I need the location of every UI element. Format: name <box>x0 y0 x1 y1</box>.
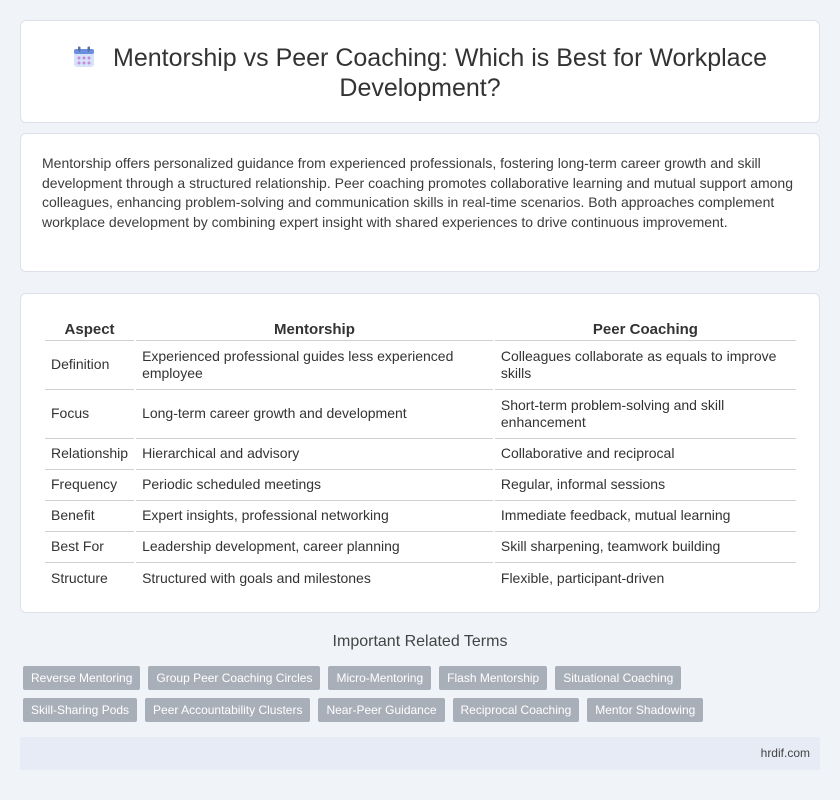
peer-coaching-cell: Flexible, participant-driven <box>500 569 665 586</box>
aspect-cell: Structure <box>51 569 108 586</box>
aspect-cell: Definition <box>45 341 134 390</box>
peer-coaching-cell: Colleagues collaborate as equals to improve skills <box>495 341 796 390</box>
related-term-tag[interactable]: Reverse Mentoring <box>23 666 140 690</box>
related-terms-list <box>23 666 803 722</box>
peer-coaching-cell: Regular, informal sessions <box>495 470 796 501</box>
comparison-table-card <box>20 293 820 613</box>
mentorship-cell: Hierarchical and advisory <box>136 439 493 470</box>
page-title-text: Mentorship vs Peer Coaching: Which is Best for Workplace Development? <box>113 44 767 102</box>
table-row <box>45 341 796 390</box>
related-term-tag[interactable]: Peer Accountability Clusters <box>145 698 310 722</box>
aspect-cell: Best For <box>45 532 134 563</box>
calendar-icon <box>73 46 95 68</box>
page-title <box>61 43 779 103</box>
table-row <box>45 501 796 532</box>
aspect-cell: Focus <box>45 390 134 439</box>
table-row <box>45 563 796 594</box>
title-card <box>20 20 820 123</box>
related-term-tag[interactable]: Skill-Sharing Pods <box>23 698 137 722</box>
related-term-tag[interactable]: Micro-Mentoring <box>328 666 431 690</box>
aspect-cell: Benefit <box>45 501 134 532</box>
related-term-tag[interactable]: Mentor Shadowing <box>587 698 703 722</box>
related-terms-heading: Important Related Terms <box>332 633 508 650</box>
comparison-table <box>43 315 798 594</box>
summary-card <box>20 133 820 272</box>
summary-text: Mentorship offers personalized guidance from experienced professionals, fostering long-term career growth and skill development through a structured relationship. Peer coaching promotes collaborative learning and mutual support among colleagues, enhancing problem-solving and communication skills in real-time scenarios. Both approaches complement workplace development by combining expert insight with shared experiences to drive continuous improvement. <box>42 155 794 231</box>
mentorship-cell: Experienced professional guides less experienced employee <box>136 341 493 390</box>
mentorship-cell: Leadership development, career planning <box>136 532 493 563</box>
column-header-aspect: Aspect <box>45 315 134 341</box>
related-term-tag[interactable]: Flash Mentorship <box>439 666 547 690</box>
related-term-tag[interactable]: Near-Peer Guidance <box>318 698 444 722</box>
peer-coaching-cell: Immediate feedback, mutual learning <box>495 501 796 532</box>
table-row <box>45 532 796 563</box>
aspect-cell: Frequency <box>45 470 134 501</box>
table-row <box>45 439 796 470</box>
related-term-tag[interactable]: Reciprocal Coaching <box>453 698 580 722</box>
peer-coaching-cell: Collaborative and reciprocal <box>495 439 796 470</box>
mentorship-cell: Structured with goals and milestones <box>142 569 371 586</box>
mentorship-cell: Periodic scheduled meetings <box>136 470 493 501</box>
mentorship-cell: Long-term career growth and development <box>136 390 493 439</box>
table-row <box>45 470 796 501</box>
peer-coaching-cell: Short-term problem-solving and skill enhancement <box>495 390 796 439</box>
related-term-tag[interactable]: Situational Coaching <box>555 666 681 690</box>
mentorship-cell: Expert insights, professional networking <box>136 501 493 532</box>
footer <box>20 737 820 770</box>
peer-coaching-cell: Skill sharpening, teamwork building <box>495 532 796 563</box>
related-term-tag[interactable]: Group Peer Coaching Circles <box>148 666 320 690</box>
table-row <box>45 390 796 439</box>
footer-site-link[interactable]: hrdif.com <box>760 746 810 760</box>
table-header-row <box>45 315 796 341</box>
column-header-peer-coaching: Peer Coaching <box>495 315 796 341</box>
column-header-mentorship: Mentorship <box>136 315 493 341</box>
aspect-cell: Relationship <box>45 439 134 470</box>
